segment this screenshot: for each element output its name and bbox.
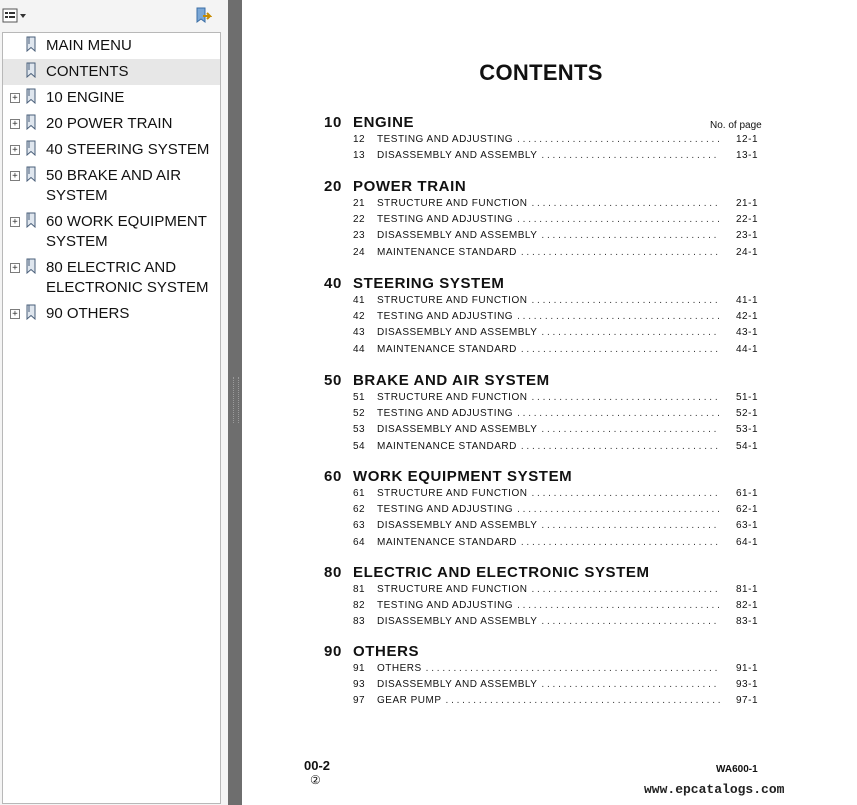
section-name: POWER TRAIN (353, 178, 467, 195)
leader-dots (541, 150, 720, 161)
entry-page: 62-1 (735, 504, 758, 516)
toc-entry[interactable] (353, 424, 758, 438)
toc-entry[interactable] (353, 584, 758, 598)
leader-dots (521, 247, 720, 258)
entry-title: GEAR PUMP (377, 695, 442, 707)
leader-dots (521, 344, 720, 355)
leader-dots (517, 214, 720, 225)
entry-title: STRUCTURE AND FUNCTION (377, 198, 528, 209)
entry-number: 63 (353, 520, 366, 532)
bookmark-item[interactable] (3, 209, 220, 255)
bookmark-item[interactable] (3, 111, 220, 137)
entry-title: DISASSEMBLY AND ASSEMBLY (377, 424, 538, 436)
entry-page: 51-1 (735, 392, 758, 403)
expand-toggle[interactable] (9, 212, 25, 232)
entry-page: 21-1 (735, 198, 758, 209)
splitter-grip[interactable] (233, 377, 239, 423)
document-page (242, 0, 857, 805)
toc-entry[interactable] (353, 537, 758, 551)
bookmark-item[interactable] (3, 255, 220, 301)
bookmark-icon (25, 114, 43, 134)
bookmark-item[interactable] (3, 301, 220, 327)
entry-number: 93 (353, 679, 366, 691)
section-title (324, 372, 550, 389)
bookmark-icon (25, 258, 43, 278)
leader-dots (541, 327, 720, 338)
entry-title: TESTING AND ADJUSTING (377, 214, 514, 226)
plus-icon: + (10, 309, 20, 319)
toc-entry[interactable] (353, 488, 758, 502)
entry-page: 64-1 (735, 536, 758, 548)
find-bookmark-icon (194, 7, 212, 25)
leader-dots (517, 311, 720, 322)
entry-number: 24 (353, 246, 366, 258)
section-title (324, 114, 414, 131)
leader-dots (517, 600, 720, 611)
leader-dots (521, 441, 720, 452)
bookmark-item[interactable] (3, 163, 220, 209)
section-name: BRAKE AND AIR SYSTEM (353, 372, 550, 389)
toc-entry[interactable] (353, 616, 758, 630)
footer-revision: ② (310, 773, 321, 787)
bookmark-label (43, 166, 216, 206)
section-title (324, 564, 650, 581)
bookmarks-panel (0, 0, 228, 805)
entry-number: 83 (353, 616, 366, 628)
section-name: ELECTRIC AND ELECTRONIC SYSTEM (353, 564, 650, 581)
bookmark-label: 90 OTHERS (46, 305, 130, 322)
entry-page: 54-1 (735, 440, 758, 452)
plus-icon: + (10, 145, 20, 155)
expand-toggle[interactable] (9, 88, 25, 108)
expand-toggle[interactable] (9, 140, 25, 160)
entry-title: MAINTENANCE STANDARD (377, 246, 517, 258)
leader-dots (517, 408, 720, 419)
entry-number: 61 (353, 488, 366, 499)
bookmark-item[interactable] (3, 85, 220, 111)
toc-entry[interactable] (353, 600, 758, 614)
entry-title: MAINTENANCE STANDARD (377, 343, 517, 355)
entry-number: 12 (353, 134, 366, 145)
leader-dots (517, 504, 720, 515)
bookmark-icon (25, 62, 43, 82)
section-number: 60 (324, 468, 342, 485)
entry-page: 24-1 (735, 246, 758, 258)
entry-number: 21 (353, 198, 366, 209)
bookmark-label-line: 50 BRAKE AND AIR (46, 167, 182, 184)
expand-toggle[interactable] (9, 166, 25, 186)
expand-placeholder (9, 36, 25, 56)
toc-entry[interactable] (353, 504, 758, 518)
expand-toggle[interactable] (9, 114, 25, 134)
entry-number: 82 (353, 600, 366, 612)
bookmarks-tree (2, 32, 221, 804)
section-title (324, 275, 505, 292)
bookmark-label (43, 212, 216, 252)
leader-dots (446, 695, 720, 706)
leader-dots (531, 392, 720, 403)
entry-title: DISASSEMBLY AND ASSEMBLY (377, 679, 538, 691)
entry-page: 83-1 (735, 616, 758, 628)
entry-page: 82-1 (735, 600, 758, 612)
bookmark-label: 40 STEERING SYSTEM (46, 141, 210, 158)
section-number: 80 (324, 564, 342, 581)
bookmark-label-line: SYSTEM (46, 187, 108, 204)
section-title (324, 468, 572, 485)
leader-dots (541, 679, 720, 690)
entry-title: TESTING AND ADJUSTING (377, 504, 514, 516)
bookmark-icon (25, 36, 43, 56)
options-menu-button[interactable] (2, 6, 30, 26)
footer-page-number: 00-2 (304, 758, 331, 773)
entry-page: 23-1 (735, 230, 758, 242)
toc-entry[interactable] (353, 327, 758, 341)
toc-entry[interactable] (353, 214, 758, 228)
section-number: 20 (324, 178, 342, 195)
toc-entry[interactable] (353, 344, 758, 358)
section-number: 90 (324, 643, 342, 660)
bookmark-item[interactable] (3, 33, 220, 59)
entry-number: 13 (353, 150, 366, 162)
leader-dots (531, 295, 720, 306)
section-name: WORK EQUIPMENT SYSTEM (353, 468, 573, 485)
entry-page: 81-1 (735, 584, 758, 595)
entry-number: 52 (353, 408, 366, 420)
entry-page: 12-1 (735, 134, 758, 145)
entry-number: 43 (353, 327, 366, 339)
toc-entry[interactable] (353, 679, 758, 693)
section-number: 50 (324, 372, 342, 389)
entry-number: 62 (353, 504, 366, 516)
toc-entry[interactable] (353, 311, 758, 325)
entry-number: 54 (353, 440, 366, 452)
entry-title: DISASSEMBLY AND ASSEMBLY (377, 616, 538, 628)
toc-entry[interactable] (353, 695, 758, 709)
entry-page: 43-1 (735, 327, 758, 339)
bookmark-icon (25, 166, 43, 186)
bookmark-label (43, 258, 216, 298)
toc-entry[interactable] (353, 392, 758, 406)
entry-title: STRUCTURE AND FUNCTION (377, 584, 528, 595)
toc-entry[interactable] (353, 198, 758, 212)
entry-title: DISASSEMBLY AND ASSEMBLY (377, 520, 538, 532)
bookmark-icon (25, 212, 43, 232)
entry-title: STRUCTURE AND FUNCTION (377, 392, 528, 403)
entry-page: 42-1 (735, 311, 758, 323)
entry-title: STRUCTURE AND FUNCTION (377, 488, 528, 499)
bookmark-label: 10 ENGINE (46, 89, 125, 106)
bookmark-label-line: 60 WORK EQUIPMENT (46, 213, 207, 230)
toc-entry[interactable] (353, 408, 758, 422)
options-menu-icon (2, 8, 28, 24)
leader-dots (541, 520, 720, 531)
footer-model: WA600-1 (716, 764, 758, 775)
leader-dots (531, 584, 720, 595)
expand-toggle[interactable] (9, 304, 25, 324)
leader-dots (517, 134, 720, 145)
bookmark-label: 20 POWER TRAIN (46, 115, 173, 132)
bookmark-item[interactable] (3, 59, 220, 85)
entry-title: TESTING AND ADJUSTING (377, 600, 514, 612)
bookmark-label: CONTENTS (46, 63, 129, 80)
section-name: STEERING SYSTEM (353, 275, 505, 292)
leader-dots (426, 663, 720, 674)
find-bookmark-button[interactable] (194, 6, 214, 26)
bookmark-label-line: 80 ELECTRIC AND (46, 259, 177, 276)
leader-dots (541, 424, 720, 435)
plus-icon: + (10, 171, 20, 181)
toc-entry[interactable] (353, 520, 758, 534)
plus-icon: + (10, 263, 20, 273)
leader-dots (531, 198, 720, 209)
entry-title: DISASSEMBLY AND ASSEMBLY (377, 327, 538, 339)
entry-page: 44-1 (735, 343, 758, 355)
entry-number: 53 (353, 424, 366, 436)
toc-entry[interactable] (353, 150, 758, 164)
entry-page: 52-1 (735, 408, 758, 420)
entry-title: TESTING AND ADJUSTING (377, 134, 514, 145)
entry-number: 91 (353, 663, 366, 674)
bookmark-label: MAIN MENU (46, 37, 132, 54)
bookmarks-toolbar (0, 0, 228, 32)
toc-entry[interactable] (353, 230, 758, 244)
toc-entry[interactable] (353, 663, 758, 677)
entry-page: 91-1 (735, 663, 758, 674)
watermark: www.epcatalogs.com (644, 782, 785, 797)
toc-entry[interactable] (353, 441, 758, 455)
bookmark-label-line: ELECTRONIC SYSTEM (46, 279, 209, 296)
entry-title: MAINTENANCE STANDARD (377, 440, 517, 452)
entry-number: 23 (353, 230, 366, 242)
section-title (324, 643, 419, 660)
bookmark-icon (25, 88, 43, 108)
entry-title: DISASSEMBLY AND ASSEMBLY (377, 230, 538, 242)
toc-entry[interactable] (353, 247, 758, 261)
entry-number: 42 (353, 311, 366, 323)
section-number: 40 (324, 275, 342, 292)
section-title (324, 178, 466, 195)
toc-entry[interactable] (353, 134, 758, 148)
bookmark-label-line: SYSTEM (46, 233, 108, 250)
entry-title: DISASSEMBLY AND ASSEMBLY (377, 150, 538, 162)
toc-entry[interactable] (353, 295, 758, 309)
bookmark-item[interactable] (3, 137, 220, 163)
leader-dots (541, 616, 720, 627)
plus-icon: + (10, 217, 20, 227)
entry-number: 44 (353, 343, 366, 355)
section-name: ENGINE (353, 114, 415, 131)
section-name: OTHERS (353, 643, 420, 660)
entry-title: MAINTENANCE STANDARD (377, 536, 517, 548)
entry-title: OTHERS (377, 663, 422, 674)
entry-number: 41 (353, 295, 366, 306)
entry-number: 51 (353, 392, 366, 403)
panel-splitter[interactable] (228, 0, 242, 805)
entry-page: 13-1 (735, 150, 758, 162)
plus-icon: + (10, 119, 20, 129)
bookmark-icon (25, 140, 43, 160)
entry-page: 63-1 (735, 520, 758, 532)
entry-page: 97-1 (735, 695, 758, 707)
page-title: CONTENTS (479, 60, 603, 85)
bookmark-icon (25, 304, 43, 324)
plus-icon: + (10, 93, 20, 103)
page-column-label: No. of page (710, 120, 762, 131)
entry-page: 22-1 (735, 214, 758, 226)
entry-title: TESTING AND ADJUSTING (377, 408, 514, 420)
entry-title: TESTING AND ADJUSTING (377, 311, 514, 323)
entry-page: 93-1 (735, 679, 758, 691)
entry-title: STRUCTURE AND FUNCTION (377, 295, 528, 306)
entry-number: 97 (353, 695, 366, 707)
entry-page: 61-1 (735, 488, 758, 499)
entry-number: 22 (353, 214, 366, 226)
section-number: 10 (324, 114, 342, 131)
expand-placeholder (9, 62, 25, 82)
expand-toggle[interactable] (9, 258, 25, 278)
entry-number: 64 (353, 536, 366, 548)
entry-page: 41-1 (735, 295, 758, 306)
leader-dots (521, 537, 720, 548)
leader-dots (531, 488, 720, 499)
entry-page: 53-1 (735, 424, 758, 436)
entry-number: 81 (353, 584, 366, 595)
leader-dots (541, 230, 720, 241)
